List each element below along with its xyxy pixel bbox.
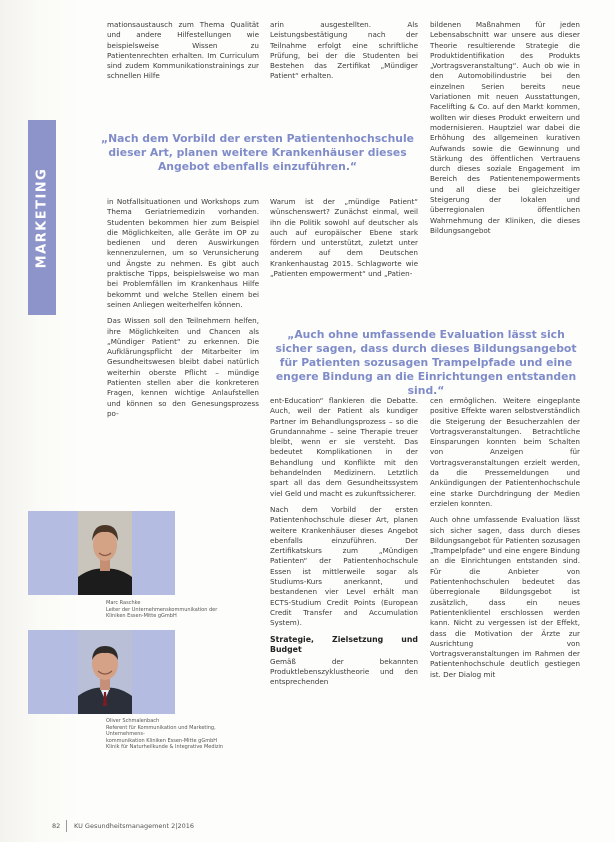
column3-bottom: cen ermöglichen. Weitere eingeplante positive Effekte waren selbstverständlich die Steigerung der Besucherzahlen der Vortragsveranstaltungen. Betrachtliche Einsparungen konnten beim Schalten von Anzeigen für Vortragsveranstaltungen erzielt werden, da die Pressemeldungen und Ankündigungen der Patientenhochschule eine starke Durchdringung der Medien erzielen konnten. Auch ohne umfassende Evaluation lässt sich sicher sagen, dass durch dieses Bildungsangebot für Patienten sozusagen „Trampelpfade“ und eine engere Bindung an die Einrichtungen entstanden sind. Für die Anbieter von Patientenhochschulen bedeutet das überregionale Bildungsgebot ist zusätzlich, dass ein neues Patientenklientel erschlossen werden kann. Nicht zu vergessen ist der Effekt, dass die Motivation der Ärzte zur Ausrichtung von Vortragsveranstaltungen im Rahmen der Patientenhochschule deutlich gestiegen ist. Der Dialog mit (430, 396, 580, 679)
pull-quote-2: „Auch ohne umfassende Evaluation lässt sich sicher sagen, dass durch dieses Bildungsangebot für Patienten sozusagen Trampelpfade und eine engere Bindung an die Einrichtungen entstanden sind.“ (275, 328, 577, 397)
portrait-photo-1 (78, 511, 132, 595)
section-tab (28, 120, 56, 315)
column1-mid: in Notfallsituationen und Workshops zum Thema Geriatriemedizin vorhanden. Studenten bekommen hier zum Beispiel die Möglichkeiten, alle Geräte im OP zu bedienen und deren Auswirkungen kennenzulernen, um so Verunsicherung und Ängste zu nehmen. Es gibt auch praktische Tipps, beispielsweise wo man bei Problemfällen im Krankenhaus Hilfe bekommt und welche Stellen einem bei seinen Anliegen weiterhelfen können. Das Wissen soll den Teilnehmern helfen, ihre Möglichkeiten und Chancen als „Mündiger Patient“ zu erkennen. Die Aufklärungspflicht der Mitarbeiter im Gesundheitswesen bleibt dabei natürlich weiterhin oberste Pflicht – mündige Patienten stellen aber die konkreteren Fragen, kennen wichtige Anlaufstellen und können so den Genesungsprozess po- (107, 197, 259, 418)
publication-name: KU Gesundheitsmanagement 2|2016 (74, 822, 195, 830)
column1-top: mationsaustausch zum Thema Qualität und andere Hilfestellungen wie beispielsweise Wissen zu Patientenrechten erhalten. Im Curriculum sind zudem Kommunikationstrainings zur schnellen Hilfe (107, 20, 259, 81)
column2-top: arin ausgestellten. Als Leistungsbestätigung nach der Teilnahme erfolgt eine schriftliche Prüfung, bei der die Studenten bei Bestehen das Zertifikat „Mündiger Patient“ erhalten. (270, 20, 418, 81)
caption-2: Oliver Schmalenbach Referent für Kommunikation und Marketing, Unternehmens- kommunikation Kliniken Essen-Mitte gGmbH Klinik für Naturheilkunde & Integrative Medizin (106, 718, 224, 751)
footer-divider (66, 820, 67, 832)
portrait-photo-2 (78, 630, 132, 714)
column3-top: bildenen Maßnahmen für jeden Lebensabschnitt war unsere aus dieser Theorie resultierende Strategie die Produktidentifikation des Produkts „Vortragsveranstaltung“. Auch ob wie in den Automobilindustrie bei den einzelnen Serien bereits neue Variationen mit neuen Ausstattungen, Facelifting & Co. auf den Markt kommen, wollten wir dieses Produkt erweitern und modernisieren. Hauptziel war dabei die Erhöhung des allgemeinen kurativen Aufwands sowie die Gewinnung und Stärkung des öffentlichen Vertrauens durch dieses soziale Engagement im Bereich des Patientenempowerments und all diese bei gleichzeitiger Steigerung der lokalen und überregionalen öffentlichen Wahrnehmung der Kliniken, die dieses Bildungsangebot (430, 20, 580, 235)
section-label: MARKETING (34, 167, 50, 268)
pull-quote-1: „Nach dem Vorbild der ersten Patientenhochschule dieser Art, planen weitere Krankenhäuser dieses Angebot ebenfalls einzuführen.“ (101, 132, 414, 173)
page-number: 82 (52, 822, 61, 830)
column2-bottom: ent-Education“ flankieren die Debatte. Auch, weil der Patient als kundiger Partner im Behandlungsprozess – so die Grundannahme – seine Therapie treuer bleibt, wenn er sie versteht. Das bedeutet Komplikationen in der Behandlung und Konflikte mit den behandelnden Medizinern. Letztlich spart all das dem Gesundheitssystem viel Geld und macht es zukunftssicherer. Nach dem Vorbild der ersten Patientenhochschule dieser Art, planen weitere Krankenhäuser dieses Angebot ebenfalls einzuführen. Der Zertifikatskurs zum „Mündigen Patienten“ der Patientenhochschule Essen ist mittlerweile sogar als Studiums-Kurs anerkannt, und bestandenen vier Level erhält man ECTS-Studium Credit Points (European Credit Transfer and Accumulation System). Strategie, Zielsetzung und Budget Gemäß der bekannten Produktlebenszyklustheorie und den entsprechenden (270, 396, 418, 687)
section-heading: Strategie, Zielsetzung und Budget (270, 634, 418, 654)
caption-1: Marc Raschke Leiter der Unternehmenskommunikation der Kliniken Essen-Mitte gGmbH (106, 600, 218, 620)
column2-mid: Warum ist der „mündige Patient“ wünschenswert? Zunächst einmal, weil ihn die Politik sowohl auf deutscher als auch auf europäischer Ebene stark fördern und unterstützt, zuletzt unter anderem auf dem Deutschen Krankenhaustag 2015. Schlagworte wie „Patienten empowerment“ und „Patien- (270, 197, 418, 279)
